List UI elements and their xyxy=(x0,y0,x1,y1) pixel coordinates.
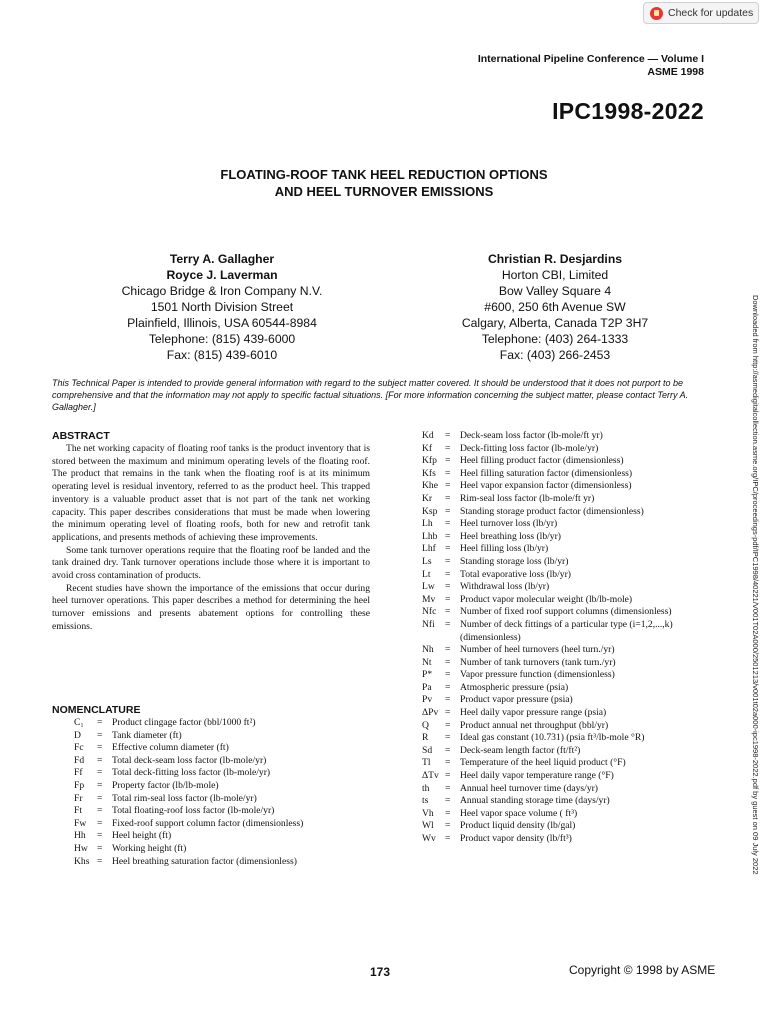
nomenclature-entry xyxy=(74,830,303,843)
nomenclature-entry xyxy=(422,669,673,682)
nomenclature-symbol: Tl xyxy=(422,757,431,769)
nomenclature-entry xyxy=(74,805,303,818)
equals-sign: = xyxy=(445,669,451,681)
equals-sign: = xyxy=(445,593,451,605)
nomenclature-definition: Atmospheric pressure (psia) xyxy=(460,681,569,693)
nomenclature-entry xyxy=(422,644,673,657)
author-street: 1501 North Division Street xyxy=(150,300,294,314)
nomenclature-symbol: Nfc xyxy=(422,606,437,618)
nomenclature-definition: Vapor pressure function (dimensionless) xyxy=(460,669,615,681)
check-for-updates-label: Check for updates xyxy=(668,7,754,19)
equals-sign: = xyxy=(445,795,451,807)
nomenclature-entry xyxy=(74,717,303,730)
equals-sign: = xyxy=(445,430,451,441)
nomenclature-entry xyxy=(422,657,673,670)
nomenclature-definition: Total deck-seam loss factor (lb-mole/yr) xyxy=(112,754,267,766)
nomenclature-definition: Heel height (ft) xyxy=(112,830,172,842)
equals-sign: = xyxy=(445,681,451,693)
nomenclature-list-left xyxy=(74,717,303,868)
nomenclature-definition: Heel daily vapor temperature range (°F) xyxy=(460,770,614,782)
equals-sign: = xyxy=(445,744,451,756)
page-number: 173 xyxy=(370,965,391,979)
publisher-year: ASME 1998 xyxy=(647,66,704,78)
nomenclature-entry xyxy=(74,818,303,831)
download-stamp: Downloaded from http://asmedigitalcollection.asme.org/IPC/proceedings-pdf/IPC1998/40221/V001T02A000/2501213/v001t02a000-ipc1998-2022.pdf by guest on 09 July 2022 xyxy=(751,295,760,875)
nomenclature-entry xyxy=(422,783,673,796)
nomenclature-definition: Heel breathing loss (lb/yr) xyxy=(460,530,561,542)
equals-sign: = xyxy=(445,820,451,832)
disclaimer: This Technical Paper is intended to provide general information with regard to the subject matter covered. It should be understood that it does not purport to be comprehensive and that the information may not apply to specific factual situations. [For more information concerning the subject matter, please contact Terry A. Gallagher.] xyxy=(52,378,689,412)
nomenclature-symbol: Fw xyxy=(74,817,87,829)
equals-sign: = xyxy=(97,754,103,766)
nomenclature-definition: Number of deck fittings of a particular type (i=1,2,...,k) xyxy=(460,618,673,630)
nomenclature-entry xyxy=(422,443,673,456)
equals-sign: = xyxy=(445,442,451,454)
author-phone: Telephone: (815) 439-6000 xyxy=(148,332,296,346)
nomenclature-symbol: Fr xyxy=(74,792,83,804)
equals-sign: = xyxy=(445,568,451,580)
nomenclature-definition: Total deck-fitting loss factor (lb-mole/yr) xyxy=(112,767,271,779)
abstract-heading: ABSTRACT xyxy=(52,430,110,442)
paper-title-line2: AND HEEL TURNOVER EMISSIONS xyxy=(274,184,494,199)
equals-sign: = xyxy=(97,817,103,829)
nomenclature-entry xyxy=(74,843,303,856)
nomenclature-definition: Number of heel turnovers (heel turn./yr) xyxy=(460,644,615,656)
paper-title-line1: FLOATING-ROOF TANK HEEL REDUCTION OPTIONS xyxy=(220,167,548,182)
nomenclature-definition: Number of fixed roof support columns (dimensionless) xyxy=(460,606,672,618)
author-street: Bow Valley Square 4 xyxy=(498,284,612,298)
paper-id: IPC1998-2022 xyxy=(552,98,704,124)
nomenclature-entry xyxy=(422,480,673,493)
nomenclature-entry xyxy=(422,757,673,770)
abstract-paragraph: The net working capacity of floating roof tanks is the product inventory that is stored between the maximum and minimum operating levels of the floating roof. The product that remains in the tank when the floating roof is at its minimum operating level is residual inventory, referred to as the product heel. This trapped inventory is a valuable product asset that is not part of the tank net working capacity. This paper describes considerations that must be made when lowering the minimum operating level of floating roofs, both for new and retrofit tank applications, and presents methods of achieving these improvements. xyxy=(52,443,370,543)
nomenclature-entry xyxy=(422,493,673,506)
nomenclature-definition: Heel vapor space volume ( ft³) xyxy=(460,807,578,819)
nomenclature-symbol: Kd xyxy=(422,430,434,441)
abstract-paragraph: Some tank turnover operations require that the floating roof be landed and the tank drained dry. Tank turnover operations include those where it is important to avoid cross contamination of products. xyxy=(52,544,370,582)
equals-sign xyxy=(445,632,460,645)
crossmark-icon xyxy=(650,7,663,20)
nomenclature-symbol: Khs xyxy=(74,855,90,867)
nomenclature-definition: Annual heel turnover time (days/yr) xyxy=(460,782,598,794)
nomenclature-definition: Rim-seal loss factor (lb-mole/ft yr) xyxy=(460,492,595,504)
nomenclature-symbol: C₁ xyxy=(74,717,84,728)
nomenclature-symbol: Fc xyxy=(74,742,84,754)
nomenclature-symbol: Kf xyxy=(422,442,433,454)
nomenclature-symbol: Mv xyxy=(422,593,436,605)
nomenclature-symbol xyxy=(422,632,445,645)
equals-sign: = xyxy=(97,767,103,779)
nomenclature-definition: Standing storage product factor (dimensionless) xyxy=(460,505,644,517)
nomenclature-symbol: ts xyxy=(422,795,429,807)
equals-sign: = xyxy=(97,842,103,854)
nomenclature-entry xyxy=(74,730,303,743)
equals-sign: = xyxy=(445,719,451,731)
nomenclature-entry xyxy=(422,569,673,582)
nomenclature-entry xyxy=(422,820,673,833)
nomenclature-entry xyxy=(422,732,673,745)
equals-sign: = xyxy=(97,729,103,741)
nomenclature-symbol: Kfs xyxy=(422,467,436,479)
nomenclature-symbol: Lhf xyxy=(422,543,436,555)
equals-sign: = xyxy=(97,805,103,817)
nomenclature-symbol: Kfp xyxy=(422,455,437,467)
equals-sign: = xyxy=(445,606,451,618)
equals-sign: = xyxy=(97,830,103,842)
equals-sign: = xyxy=(97,779,103,791)
nomenclature-symbol: Pa xyxy=(422,681,432,693)
equals-sign: = xyxy=(445,656,451,668)
equals-sign: = xyxy=(445,581,451,593)
nomenclature-entry xyxy=(422,745,673,758)
nomenclature-symbol: ΔTv xyxy=(422,770,439,782)
nomenclature-symbol: Wv xyxy=(422,833,436,844)
equals-sign: = xyxy=(97,742,103,754)
conference-name: International Pipeline Conference — Volume I xyxy=(477,53,704,65)
equals-sign: = xyxy=(445,618,451,630)
nomenclature-symbol: Sd xyxy=(422,744,433,756)
nomenclature-definition: Working height (ft) xyxy=(112,842,187,854)
nomenclature-symbol: Hw xyxy=(74,842,88,854)
author-org: Chicago Bridge & Iron Company N.V. xyxy=(121,284,323,298)
nomenclature-entry xyxy=(422,606,673,619)
nomenclature-symbol: th xyxy=(422,782,430,794)
nomenclature-definition: Annual standing storage time (days/yr) xyxy=(460,795,610,807)
author-street: #600, 250 6th Avenue SW xyxy=(484,300,626,314)
author-city: Plainfield, Illinois, USA 60544-8984 xyxy=(127,316,317,330)
nomenclature-entry xyxy=(422,694,673,707)
nomenclature-definition: Standing storage loss (lb/yr) xyxy=(460,555,569,567)
equals-sign: = xyxy=(445,732,451,744)
nomenclature-definition: Heel filling loss (lb/yr) xyxy=(460,543,549,555)
nomenclature-symbol: Lw xyxy=(422,581,435,593)
nomenclature-definition: Tank diameter (ft) xyxy=(112,729,182,741)
nomenclature-definition: Number of tank turnovers (tank turn./yr) xyxy=(460,656,616,668)
author-city: Calgary, Alberta, Canada T2P 3H7 xyxy=(461,316,649,330)
nomenclature-definition: Property factor (lb/lb-mole) xyxy=(112,779,219,791)
abstract-body xyxy=(52,443,370,634)
nomenclature-symbol: D xyxy=(74,729,81,741)
equals-sign: = xyxy=(445,543,451,555)
nomenclature-entry xyxy=(74,856,303,869)
equals-sign: = xyxy=(445,782,451,794)
nomenclature-symbol: Lhb xyxy=(422,530,438,542)
nomenclature-symbol: Vh xyxy=(422,807,434,819)
nomenclature-symbol: Nt xyxy=(422,656,432,668)
equals-sign: = xyxy=(445,467,451,479)
nomenclature-entry xyxy=(422,531,673,544)
nomenclature-entry xyxy=(422,770,673,783)
nomenclature-entry xyxy=(74,742,303,755)
nomenclature-entry xyxy=(74,755,303,768)
copyright: Copyright © 1998 by ASME xyxy=(569,963,716,977)
nomenclature-definition: (dimensionless) xyxy=(460,631,521,643)
author-name: Royce J. Laverman xyxy=(166,268,278,282)
equals-sign: = xyxy=(445,807,451,819)
nomenclature-entry xyxy=(74,780,303,793)
nomenclature-definition: Total rim-seal loss factor (lb-mole/yr) xyxy=(112,792,257,804)
nomenclature-symbol: Wl xyxy=(422,820,434,832)
equals-sign: = xyxy=(445,644,451,656)
nomenclature-heading: NOMENCLATURE xyxy=(52,704,141,716)
nomenclature-definition: Product annual net throughput (bbl/yr) xyxy=(460,719,609,731)
equals-sign: = xyxy=(445,480,451,492)
nomenclature-definition: Withdrawal loss (lb/yr) xyxy=(460,581,550,593)
nomenclature-symbol: Lt xyxy=(422,568,431,580)
nomenclature-entry xyxy=(422,707,673,720)
nomenclature-definition: Product vapor molecular weight (lb/lb-mole) xyxy=(460,593,633,605)
nomenclature-symbol: Ksp xyxy=(422,505,438,517)
nomenclature-entry xyxy=(422,556,673,569)
nomenclature-symbol: R xyxy=(422,732,429,744)
nomenclature-entry xyxy=(422,682,673,695)
nomenclature-definition: Temperature of the heel liquid product (°F) xyxy=(460,757,626,769)
nomenclature-symbol: P* xyxy=(422,669,433,681)
nomenclature-symbol: Hh xyxy=(74,830,86,842)
nomenclature-entry xyxy=(422,468,673,481)
equals-sign: = xyxy=(445,530,451,542)
nomenclature-entry xyxy=(74,793,303,806)
nomenclature-definition: Deck-seam length factor (ft/ft²) xyxy=(460,744,581,756)
equals-sign: = xyxy=(97,792,103,804)
nomenclature-definition: Effective column diameter (ft) xyxy=(112,742,229,754)
equals-sign: = xyxy=(445,555,451,567)
nomenclature-definition: Product liquid density (lb/gal) xyxy=(460,820,576,832)
author-block-left xyxy=(92,251,352,363)
nomenclature-symbol: Khe xyxy=(422,480,438,492)
nomenclature-entry xyxy=(422,430,673,443)
equals-sign: = xyxy=(445,455,451,467)
equals-sign: = xyxy=(445,833,451,844)
nomenclature-symbol: Ff xyxy=(74,767,83,779)
nomenclature-definition: Deck-seam loss factor (lb-mole/ft yr) xyxy=(460,430,603,441)
nomenclature-entry xyxy=(422,506,673,519)
equals-sign: = xyxy=(445,707,451,719)
equals-sign: = xyxy=(445,518,451,530)
nomenclature-symbol: Lh xyxy=(422,518,433,530)
nomenclature-entry xyxy=(422,808,673,821)
equals-sign: = xyxy=(445,770,451,782)
equals-sign: = xyxy=(445,694,451,706)
nomenclature-definition: Fixed-roof support column factor (dimensionless) xyxy=(112,817,304,829)
equals-sign: = xyxy=(97,717,103,728)
equals-sign: = xyxy=(445,492,451,504)
nomenclature-definition: Heel filling saturation factor (dimensionless) xyxy=(460,467,633,479)
nomenclature-definition: Deck-fitting loss factor (lb-mole/yr) xyxy=(460,442,599,454)
nomenclature-entry xyxy=(74,767,303,780)
author-org: Horton CBI, Limited xyxy=(501,268,609,282)
nomenclature-definition: Ideal gas constant (10.731) (psia ft³/lb-mole °R) xyxy=(460,732,645,744)
nomenclature-definition: Product vapor pressure (psia) xyxy=(460,694,573,706)
nomenclature-definition: Heel vapor expansion factor (dimensionless) xyxy=(460,480,632,492)
nomenclature-entry xyxy=(422,833,673,846)
author-phone: Telephone: (403) 264-1333 xyxy=(481,332,629,346)
nomenclature-list-right xyxy=(422,430,673,846)
abstract-paragraph: Recent studies have shown the importance of the emissions that occur during heel turnover operations. This paper describes a method for determining the heel turnover emissions and presents abatement options for controlling these emissions. xyxy=(52,582,370,632)
nomenclature-entry xyxy=(422,518,673,531)
nomenclature-definition: Heel turnover loss (lb/yr) xyxy=(460,518,558,530)
nomenclature-symbol: Pv xyxy=(422,694,433,706)
check-for-updates-button[interactable] xyxy=(643,2,759,24)
nomenclature-entry xyxy=(422,619,673,632)
author-name: Christian R. Desjardins xyxy=(487,252,623,266)
nomenclature-definition: Total evaporative loss (lb/yr) xyxy=(460,568,571,580)
nomenclature-entry xyxy=(422,543,673,556)
nomenclature-entry xyxy=(422,455,673,468)
author-name: Terry A. Gallagher xyxy=(169,252,275,266)
nomenclature-definition: Heel breathing saturation factor (dimensionless) xyxy=(112,855,297,867)
equals-sign: = xyxy=(97,855,103,867)
nomenclature-symbol: Nh xyxy=(422,644,434,656)
author-fax: Fax: (403) 266-2453 xyxy=(499,348,611,362)
equals-sign: = xyxy=(445,505,451,517)
author-block-right xyxy=(430,251,680,363)
nomenclature-symbol: Kr xyxy=(422,492,433,504)
nomenclature-symbol: Ls xyxy=(422,555,432,567)
nomenclature-symbol: Fd xyxy=(74,754,85,766)
nomenclature-definition: Total floating-roof loss factor (lb-mole/yr) xyxy=(112,805,275,817)
nomenclature-symbol: Fp xyxy=(74,779,85,791)
nomenclature-entry xyxy=(422,594,673,607)
nomenclature-symbol: Q xyxy=(422,719,429,731)
nomenclature-symbol: Ft xyxy=(74,805,83,817)
nomenclature-entry xyxy=(422,720,673,733)
nomenclature-symbol: ΔPv xyxy=(422,707,439,719)
nomenclature-entry xyxy=(422,795,673,808)
nomenclature-symbol: Nfi xyxy=(422,618,435,630)
nomenclature-definition: Heel filling product factor (dimensionless) xyxy=(460,455,624,467)
nomenclature-entry xyxy=(422,581,673,594)
nomenclature-definition: Heel daily vapor pressure range (psia) xyxy=(460,707,607,719)
nomenclature-entry xyxy=(422,632,673,645)
nomenclature-definition: Product clingage factor (bbl/1000 ft²) xyxy=(112,717,256,728)
equals-sign: = xyxy=(445,757,451,769)
nomenclature-definition: Product vapor density (lb/ft³) xyxy=(460,833,572,844)
author-fax: Fax: (815) 439-6010 xyxy=(166,348,278,362)
